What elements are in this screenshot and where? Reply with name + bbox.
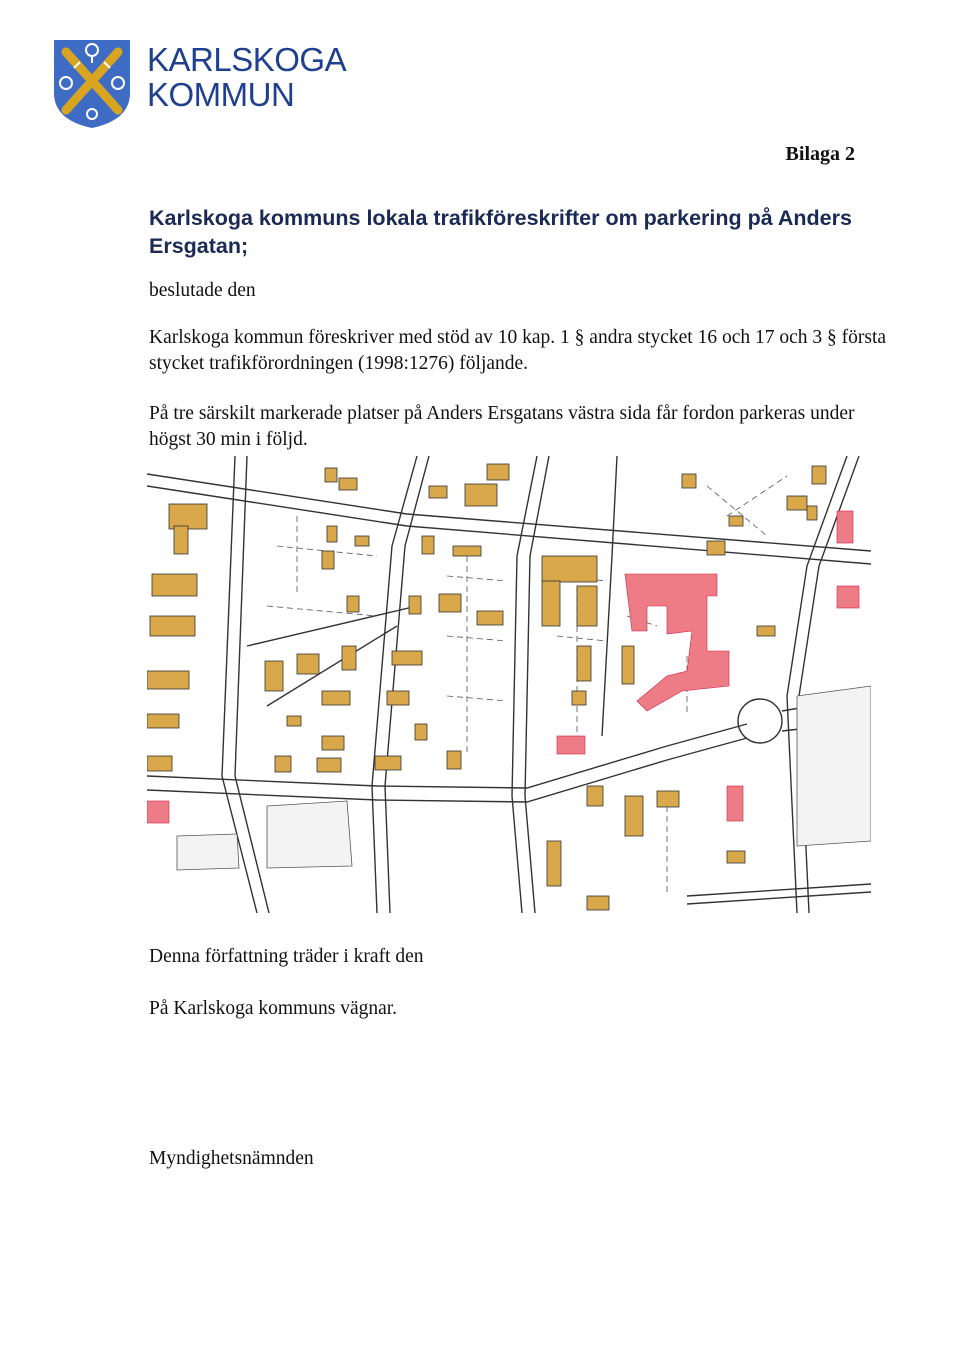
org-line-1: KARLSKOGA	[147, 41, 347, 78]
signatory: Myndighetsnämnden	[149, 1148, 314, 1169]
org-line-2: KOMMUN	[147, 76, 295, 113]
rule-paragraph: På tre särskilt markerade platser på Anders Ersgatans västra sida får fordon parkeras under högst 30 min i följd.	[149, 403, 855, 450]
document-title: Karlskoga kommuns lokala trafikföreskrifter om parkering på Anders Ersgatan;	[149, 206, 852, 258]
intro-paragraph: Karlskoga kommun föreskriver med stöd av 10 kap. 1 § andra stycket 16 och 17 och 3 § första stycket trafikförordningen (1998:1276) följande.	[149, 327, 887, 374]
city-block-map	[147, 456, 871, 913]
appendix-label: Bilaga 2	[785, 143, 855, 165]
karlskoga-coat-of-arms-icon	[52, 38, 132, 130]
decided-line: beslutade den	[149, 280, 256, 301]
effective-date-line: Denna författning träder i kraft den	[149, 946, 424, 967]
organization-name	[147, 42, 346, 112]
on-behalf-line: På Karlskoga kommuns vägnar.	[149, 998, 398, 1019]
